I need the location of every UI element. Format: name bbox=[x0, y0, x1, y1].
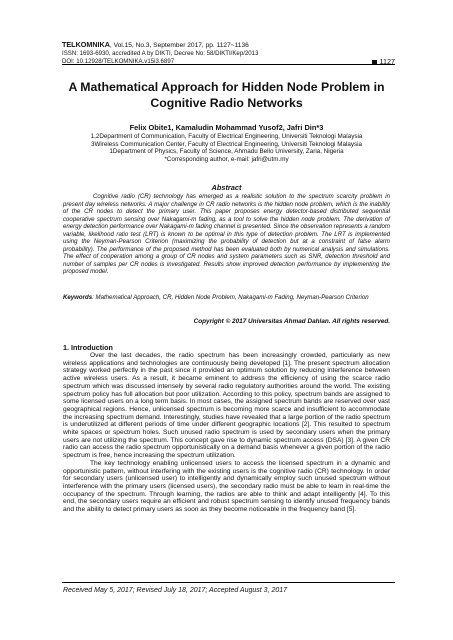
author-names: Felix Obite1, Kamaludin Mohammad Yusof2, Jafri Din*3 bbox=[129, 123, 324, 132]
journal-line bbox=[62, 41, 402, 50]
footer-rule bbox=[62, 582, 395, 583]
journal-name: TELKOMNIKA bbox=[62, 40, 110, 49]
keywords-label: Keywords bbox=[63, 294, 93, 301]
journal-volume: , Vol.15, No.3, September 2017, pp. 1127~1136 bbox=[109, 42, 249, 49]
header-rule bbox=[62, 64, 395, 65]
paragraph-1: Over the last decades, the radio spectrum has been increasingly crowded, particularly as new wireless applications and technologies are continuously being developed [1]. The present spectrum allocation strategy worked perfectly in the past since it provided an optimum solution by reducing interference between active wireless users. As a result, it became eminent to address the efficiency of using the scarce radio spectrum which was discussed intensely by several radio regulatory authorities around the world. The existing spectrum policy has full allocation but poor utilization. According to this policy, spectrum bands are assigned to some licensed users on a long term basis. In most cases, the assigned spectrum bands are reserved over vast geographical regions. Hence, unlicensed spectrum is becoming more scarce and insufficient to accommodate the increasing spectrum demand. Interestingly, studies have revealed that a large portion of the radio spectrum is underutilized at different periods of time under different geographic locations [2]. This resulted to spectrum white spaces or spectrum holes. Such unused radio spectrum is used by secondary users when the primary users are not utilizing the spectrum. This concept gave rise to dynamic spectrum access (DSA) [3]. A given CR radio can access the radio spectrum opportunistically on a demand basis whenever a given portion of the radio spectrum is free, hence increasing the spectrum utilization. bbox=[63, 352, 390, 460]
keywords bbox=[63, 294, 390, 302]
affiliation-2: 3Wireless Communication Center, Faculty of Electrical Engineering, Universiti Teknologi Malaysia bbox=[90, 140, 363, 148]
affiliation-1: 1,2Department of Communication, Faculty of Electrical Engineering, Universiti Teknologi Malaysia bbox=[90, 133, 363, 140]
copyright-notice: Copyright © 2017 Universitas Ahmad Dahlan. All rights reserved. bbox=[193, 318, 390, 325]
paper-title: A Mathematical Approach for Hidden Node Problem in Cognitive Radio Networks bbox=[68, 80, 385, 110]
received-dates: Received May 5, 2017; Revised July 18, 2017; Accepted August 3, 2017 bbox=[63, 587, 288, 594]
paragraph-2: The key technology enabling unlicensed users to access the licensed spectrum in a dynamic and opportunistic pattern, without interfering with the existing users is the cognitive radio (CR) technology. In order for secondary users (unlicensed user) to intelligently and dynamically employ such unused spectrum without interference with the primary users (licensed users), the secondary radio must be able to learn in real-time the occupancy of the spectrum. Through learning, the radios are able to think and adapt intelligently [4]. To this end, the secondary users require an efficient and robust spectrum sensing to identify unused frequency bands and the ability to detect primary users as soon as they become noticeable in the frequency band [5]. bbox=[63, 459, 390, 514]
section-body bbox=[63, 352, 390, 514]
section-heading: 1. Introduction bbox=[63, 343, 113, 352]
doi-line: DOI: 10.12928/TELKOMNIKA.v15i3.6897 bbox=[62, 57, 175, 65]
keywords-text: : Mathematical Approach, CR, Hidden Node Problem, Nakagami-m Fading, Neyman-Pearson Criterion bbox=[92, 294, 369, 301]
affiliation-3: 1Department of Physics, Faculty of Science, Ahmadu Bello University, Zaria, Nigeria bbox=[109, 148, 344, 156]
author-list bbox=[50, 123, 403, 132]
abstract-text: Cognitive radio (CR) technology has emerged as a realistic solution to the spectrum scarcity problem in present day wireless networks. A major challenge in CR radio networks is the hidden node problem, which is the inability of the CR nodes to detect the primary user. This paper proposes energy detector-based distributed sequential cooperative spectrum sensing over Nakagami-m fading, as a tool to solve the hidden node problem. The derivation of energy detection performance over Nakagami-m fading channel is presented. Since the observation represents a random variable, likelihood ratio test (LRT) is known to be optimal in this type of detection problem. The LRT is implemented using the Neyman-Pearson Criterion (maximizing the probability of detection but at a constraint of false alarm probability). The performance of the proposed method has been evaluated both by numerical analysis and simulations. The effect of cooperation among a group of CR nodes and system parameters such as SNR, detection threshold and number of samples per CR nodes is investigated. Results show improved detection performance by implementing the proposed model. bbox=[63, 193, 390, 276]
page-number-value: 1127 bbox=[379, 57, 395, 66]
affiliations bbox=[50, 133, 403, 163]
issn-line: ISSN: 1693-6930, accredited A by DIKTI, Decree No: 58/DIKTI/Kep/2013 bbox=[62, 50, 259, 57]
journal-header bbox=[62, 41, 402, 65]
corresponding-author: *Corresponding author, e-mail: jafri@utm.my bbox=[164, 155, 289, 163]
abstract-heading: Abstract bbox=[211, 183, 242, 192]
